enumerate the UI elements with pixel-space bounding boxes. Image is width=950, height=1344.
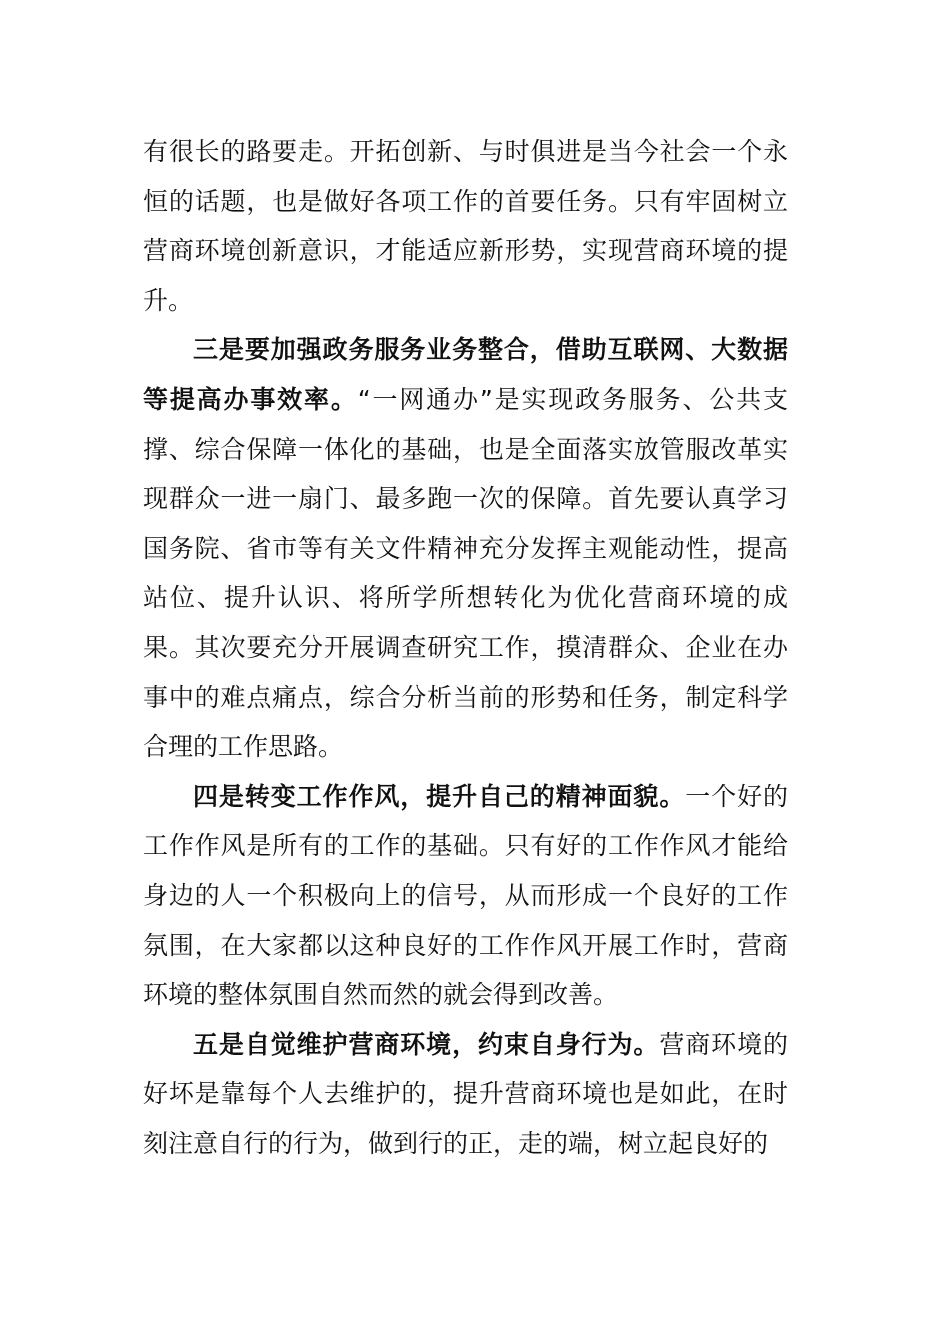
- paragraph-body: 有很长的路要走。开拓创新、与时俱进是当今社会一个永恒的话题，也是做好各项工作的首要任务。只有牢固树立营商环境创新意识，才能适应新形势，实现营商环境的提升。: [143, 137, 788, 315]
- paragraph-body: 一个好的工作作风是所有的工作的基础。只有好的工作作风才能给身边的人一个积极向上的信号，从而形成一个良好的工作氛围，在大家都以这种良好的工作作风开展工作时，营商环境的整体氛围自然而然的就会得到改善。: [143, 781, 788, 1010]
- paragraph-heading: 五是自觉维护营商环境，约束自身行为。: [193, 1029, 660, 1059]
- document-page: [143, 127, 788, 1168]
- paragraph-heading: 三是要加强政务服务业务整合，借助互联网、大数据等提高办事效率。: [143, 335, 788, 414]
- paragraph-point-five: [143, 1020, 788, 1169]
- paragraph-point-three: [143, 325, 788, 771]
- paragraph-heading: 四是转变工作作风，提升自己的精神面貌。: [193, 781, 686, 811]
- paragraph-continuation: [143, 127, 788, 325]
- paragraph-body: “一网通办”是实现政务服务、公共支撑、综合保障一体化的基础，也是全面落实放管服改革实现群众一进一扇门、最多跑一次的保障。首先要认真学习国务院、省市等有关文件精神充分发挥主观能动性，提高站位、提升认识、将所学所想转化为优化营商环境的成果。其次要充分开展调查研究工作，摸清群众、企业在办事中的难点痛点，综合分析当前的形势和任务，制定科学合理的工作思路。: [143, 384, 788, 762]
- paragraph-point-four: [143, 772, 788, 1020]
- paragraph-body: 营商环境的好坏是靠每个人去维护的，提升营商环境也是如此，在时刻注意自行的行为，做到行的正，走的端，树立起良好的: [143, 1029, 788, 1158]
